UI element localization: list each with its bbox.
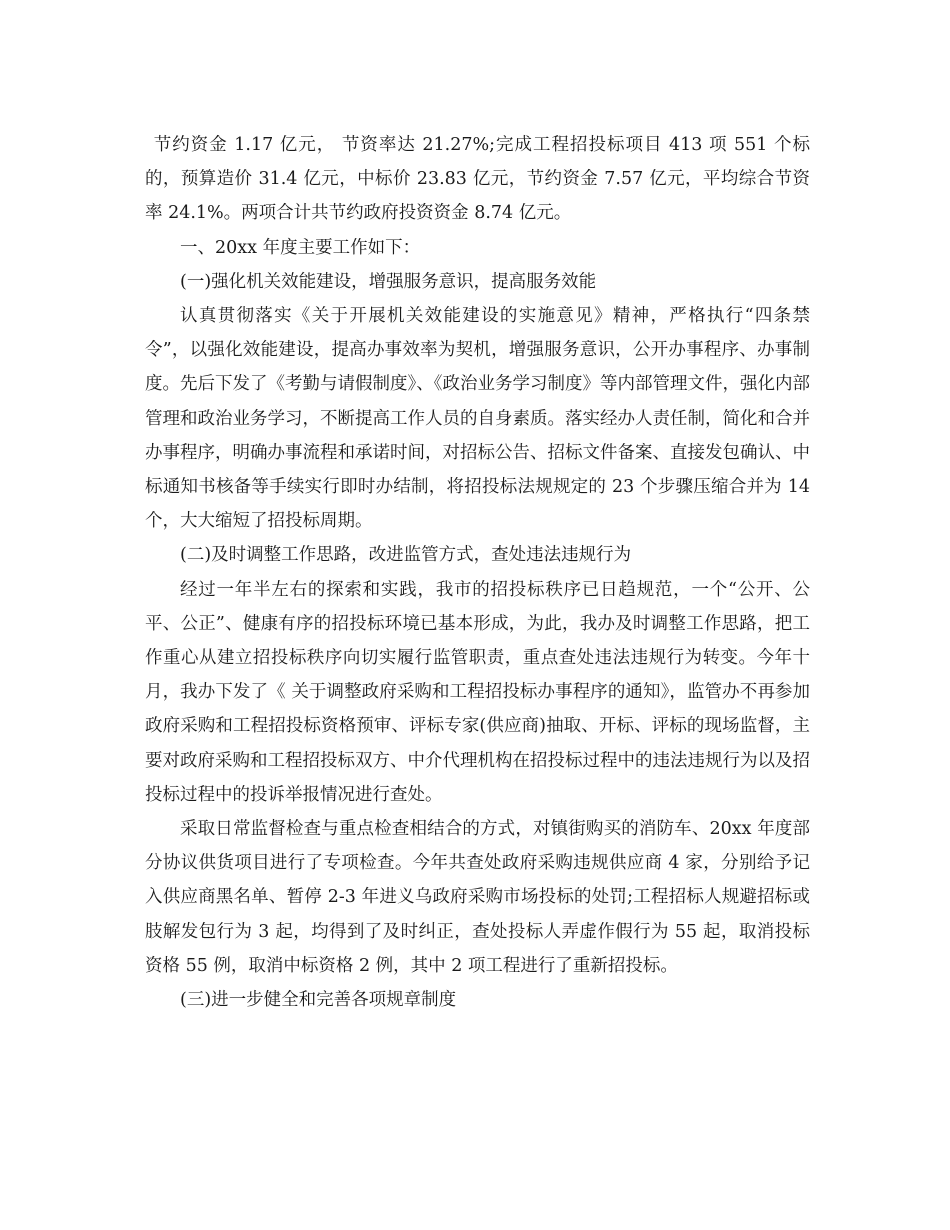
- subsection-heading-2: (二)及时调整工作思路，改进监管方式，查处违法违规行为: [180, 545, 632, 566]
- paragraph-efficiency: 认真贯彻落实《关于开展机关效能建设的实施意见》精神，严格执行“四条禁令”，以强化效能建设，提高办事效率为契机，增强服务意识，公开办事程序、办事制度。先后下发了《考勤与请假制度》、《政治业务学习制度》等内部管理文件，强化内部管理和政治业务学习，不断提高工作人员的自身素质。落实经办人责任制，简化和合并办事程序，明确办事流程和承诺时间，对招标公告、招标文件备案、直接发包确认、中标通知书核备等手续实行即时办结制，将招投标法规规定的 23 个步骤压缩合并为 14 个，大大缩短了招投标周期。: [145, 306, 810, 532]
- paragraph-inspection: 采取日常监督检查与重点检查相结合的方式，对镇街购买的消防车、20xx 年度部分协议供货项目进行了专项检查。今年共查处政府采购违规供应商 4 家，分别给予记入供应商黑名单、暂停 2-3 年进义乌政府采购市场投标的处罚;工程招标人规避招标或肢解发包行为 3 起，均得到了及时纠正，查处投标人弄虚作假行为 55 起，取消投标资格 55 例，取消中标资格 2 例，其中 2 项工程进行了重新招投标。: [145, 819, 810, 976]
- paragraph-savings-summary: 节约资金 1.17 亿元， 节资率达 21.27%;完成工程招投标项目 413 项 551 个标的，预算造价 31.4 亿元，中标价 23.83 亿元，节约资金 7.57 亿元，平均综合节资率 24.1%。两项合计共节约政府投资资金 8.74 亿元。: [145, 135, 810, 224]
- document-body: [145, 128, 810, 1017]
- section-heading-main-work: 一、20xx 年度主要工作如下：: [180, 237, 421, 258]
- paragraph-supervision: 经过一年半左右的探索和实践，我市的招投标秩序已日趋规范，一个“公开、公平、公正”、健康有序的招投标环境已基本形成，为此，我办及时调整工作思路，把工作重心从建立招投标秩序向切实履行监管职责，重点查处违法违规行为转变。今年十月，我办下发了《 关于调整政府采购和工程招投标办事程序的通知》，监管办不再参加政府采购和工程招投标资格预审、评标专家(供应商)抽取、开标、评标的现场监督，主要对政府采购和工程招投标双方、中介代理机构在招投标过程中的违法违规行为以及招投标过程中的投诉举报情况进行查处。: [145, 579, 810, 805]
- subsection-heading-1: (一)强化机关效能建设，增强服务意识，提高服务效能: [180, 271, 597, 292]
- subsection-heading-3: (三)进一步健全和完善各项规章制度: [180, 990, 457, 1011]
